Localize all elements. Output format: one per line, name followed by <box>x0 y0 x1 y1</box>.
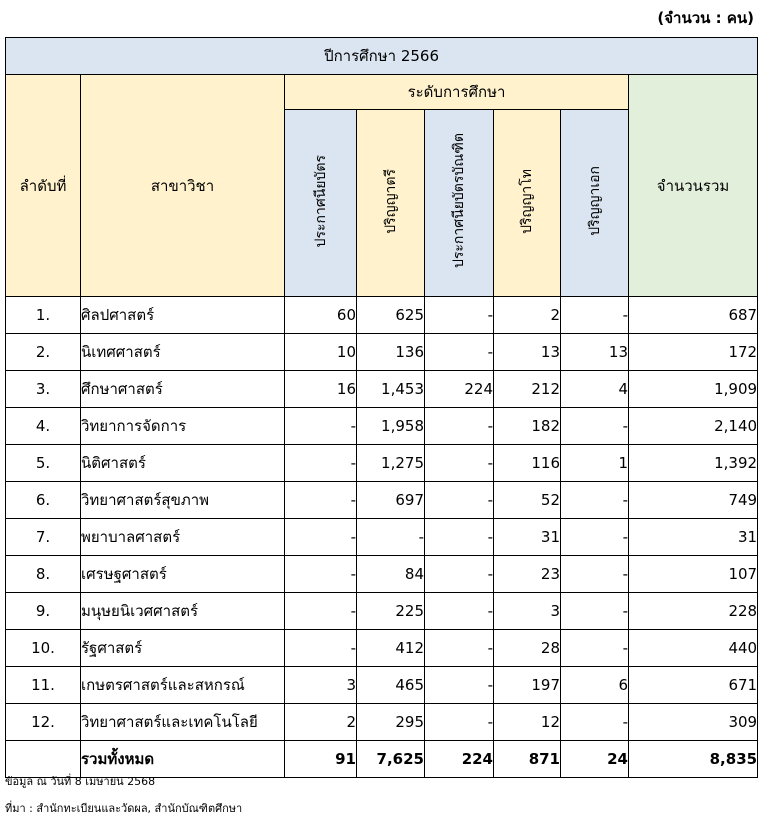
row-number: 10. <box>6 630 81 667</box>
level-count-cell: - <box>425 704 494 741</box>
row-number: 4. <box>6 408 81 445</box>
level-count-cell: - <box>561 519 629 556</box>
level-count-cell: - <box>285 445 357 482</box>
header-no: ลำดับที่ <box>6 75 81 297</box>
field-name: วิทยาศาสตร์สุขภาพ <box>81 482 285 519</box>
level-count-cell: - <box>285 408 357 445</box>
table-row <box>6 297 758 334</box>
level-count-cell: 23 <box>494 556 561 593</box>
totals-cell: 24 <box>561 741 629 778</box>
level-count-cell: 84 <box>357 556 425 593</box>
level-count-cell: - <box>425 630 494 667</box>
row-number: 5. <box>6 445 81 482</box>
row-total: 687 <box>629 297 758 334</box>
row-total: 1,909 <box>629 371 758 408</box>
totals-cell: 7,625 <box>357 741 425 778</box>
level-count-cell: - <box>285 482 357 519</box>
level-count-cell: - <box>561 556 629 593</box>
level-count-cell: - <box>425 334 494 371</box>
row-total: 1,392 <box>629 445 758 482</box>
enrollment-table <box>5 37 758 778</box>
table-row <box>6 704 758 741</box>
row-number: 11. <box>6 667 81 704</box>
totals-cell: 871 <box>494 741 561 778</box>
header-level-label: ปริญญาเอก <box>586 166 603 236</box>
table-row <box>6 482 758 519</box>
level-count-cell: 4 <box>561 371 629 408</box>
row-total: 31 <box>629 519 758 556</box>
row-number: 6. <box>6 482 81 519</box>
level-count-cell: 52 <box>494 482 561 519</box>
level-count-cell: 31 <box>494 519 561 556</box>
header-level-doctorate <box>561 110 629 297</box>
field-name: วิทยาการจัดการ <box>81 408 285 445</box>
row-total: 172 <box>629 334 758 371</box>
level-count-cell: 13 <box>494 334 561 371</box>
header-level-label: ประกาศนียบัตร <box>312 154 329 248</box>
table-row <box>6 556 758 593</box>
row-number: 1. <box>6 297 81 334</box>
header-level-master <box>494 110 561 297</box>
level-count-cell: 2 <box>285 704 357 741</box>
level-count-cell: 1,958 <box>357 408 425 445</box>
row-total: 440 <box>629 630 758 667</box>
totals-cell: 91 <box>285 741 357 778</box>
row-number: 8. <box>6 556 81 593</box>
level-count-cell: 1 <box>561 445 629 482</box>
row-total: 309 <box>629 704 758 741</box>
field-name: มนุษยนิเวศศาสตร์ <box>81 593 285 630</box>
field-name: นิติศาสตร์ <box>81 445 285 482</box>
level-count-cell: 12 <box>494 704 561 741</box>
level-count-cell: 10 <box>285 334 357 371</box>
level-count-cell: 3 <box>494 593 561 630</box>
table-row <box>6 667 758 704</box>
field-name: เศรษฐศาสตร์ <box>81 556 285 593</box>
data-date-note: ข้อมูล ณ วันที่ 8 เมษายน 2568 <box>5 775 156 788</box>
row-total: 228 <box>629 593 758 630</box>
header-level-certificate <box>285 110 357 297</box>
table-row <box>6 445 758 482</box>
level-count-cell: - <box>561 593 629 630</box>
level-count-cell: 625 <box>357 297 425 334</box>
level-count-cell: - <box>425 408 494 445</box>
field-name: พยาบาลศาสตร์ <box>81 519 285 556</box>
header-level-group: ระดับการศึกษา <box>285 75 629 110</box>
table-body <box>6 297 758 741</box>
table-row <box>6 593 758 630</box>
level-count-cell: - <box>357 519 425 556</box>
level-count-cell: - <box>285 556 357 593</box>
level-count-cell: 465 <box>357 667 425 704</box>
header-level-label: ปริญญาโท <box>519 168 535 234</box>
totals-cell: 224 <box>425 741 494 778</box>
totals-label: รวมทั้งหมด <box>81 741 285 778</box>
table-row <box>6 334 758 371</box>
field-name: นิเทศศาสตร์ <box>81 334 285 371</box>
header-total: จำนวนรวม <box>629 75 758 297</box>
header-level-grad-diploma <box>425 110 494 297</box>
grand-total: 8,835 <box>629 741 758 778</box>
level-count-cell: - <box>561 482 629 519</box>
field-name: รัฐศาสตร์ <box>81 630 285 667</box>
row-total: 749 <box>629 482 758 519</box>
level-count-cell: - <box>285 519 357 556</box>
level-count-cell: 1,275 <box>357 445 425 482</box>
level-count-cell: - <box>425 297 494 334</box>
row-number: 7. <box>6 519 81 556</box>
field-name: ศึกษาศาสตร์ <box>81 371 285 408</box>
level-count-cell: 197 <box>494 667 561 704</box>
level-count-cell: 60 <box>285 297 357 334</box>
row-number: 3. <box>6 371 81 408</box>
row-total: 107 <box>629 556 758 593</box>
row-number: 9. <box>6 593 81 630</box>
level-count-cell: 116 <box>494 445 561 482</box>
level-count-cell: - <box>425 445 494 482</box>
table-row <box>6 630 758 667</box>
level-count-cell: 3 <box>285 667 357 704</box>
level-count-cell: 225 <box>357 593 425 630</box>
level-count-cell: 697 <box>357 482 425 519</box>
level-count-cell: 6 <box>561 667 629 704</box>
level-count-cell: - <box>561 704 629 741</box>
field-name: ศิลปศาสตร์ <box>81 297 285 334</box>
level-count-cell: 13 <box>561 334 629 371</box>
source-note: ที่มา : สำนักทะเบียนและวัดผล, สำนักบัณฑิตศึกษา <box>5 802 243 815</box>
level-count-cell: - <box>425 556 494 593</box>
unit-label: (จำนวน : คน) <box>657 9 754 27</box>
level-count-cell: 295 <box>357 704 425 741</box>
level-count-cell: - <box>561 297 629 334</box>
row-total: 2,140 <box>629 408 758 445</box>
level-count-cell: 136 <box>357 334 425 371</box>
level-count-cell: 2 <box>494 297 561 334</box>
field-name: เกษตรศาสตร์และสหกรณ์ <box>81 667 285 704</box>
level-count-cell: - <box>285 630 357 667</box>
level-count-cell: - <box>425 593 494 630</box>
row-total: 671 <box>629 667 758 704</box>
level-count-cell: 212 <box>494 371 561 408</box>
header-level-bachelor <box>357 110 425 297</box>
field-name: วิทยาศาสตร์และเทคโนโลยี <box>81 704 285 741</box>
level-count-cell: 412 <box>357 630 425 667</box>
header-level-label: ประกาศนียบัตรบัณฑิต <box>451 133 467 269</box>
row-number: 2. <box>6 334 81 371</box>
level-count-cell: 224 <box>425 371 494 408</box>
table-row <box>6 371 758 408</box>
header-field: สาขาวิชา <box>81 75 285 297</box>
level-count-cell: - <box>425 482 494 519</box>
level-count-cell: - <box>561 408 629 445</box>
header-level-label: ปริญญาตรี <box>382 168 399 234</box>
year-title: ปีการศึกษา 2566 <box>6 38 758 75</box>
level-count-cell: - <box>425 519 494 556</box>
level-count-cell: - <box>425 667 494 704</box>
table-row <box>6 408 758 445</box>
level-count-cell: - <box>561 630 629 667</box>
level-count-cell: 1,453 <box>357 371 425 408</box>
level-count-cell: 28 <box>494 630 561 667</box>
level-count-cell: - <box>285 593 357 630</box>
row-number: 12. <box>6 704 81 741</box>
level-count-cell: 182 <box>494 408 561 445</box>
level-count-cell: 16 <box>285 371 357 408</box>
table-row <box>6 519 758 556</box>
